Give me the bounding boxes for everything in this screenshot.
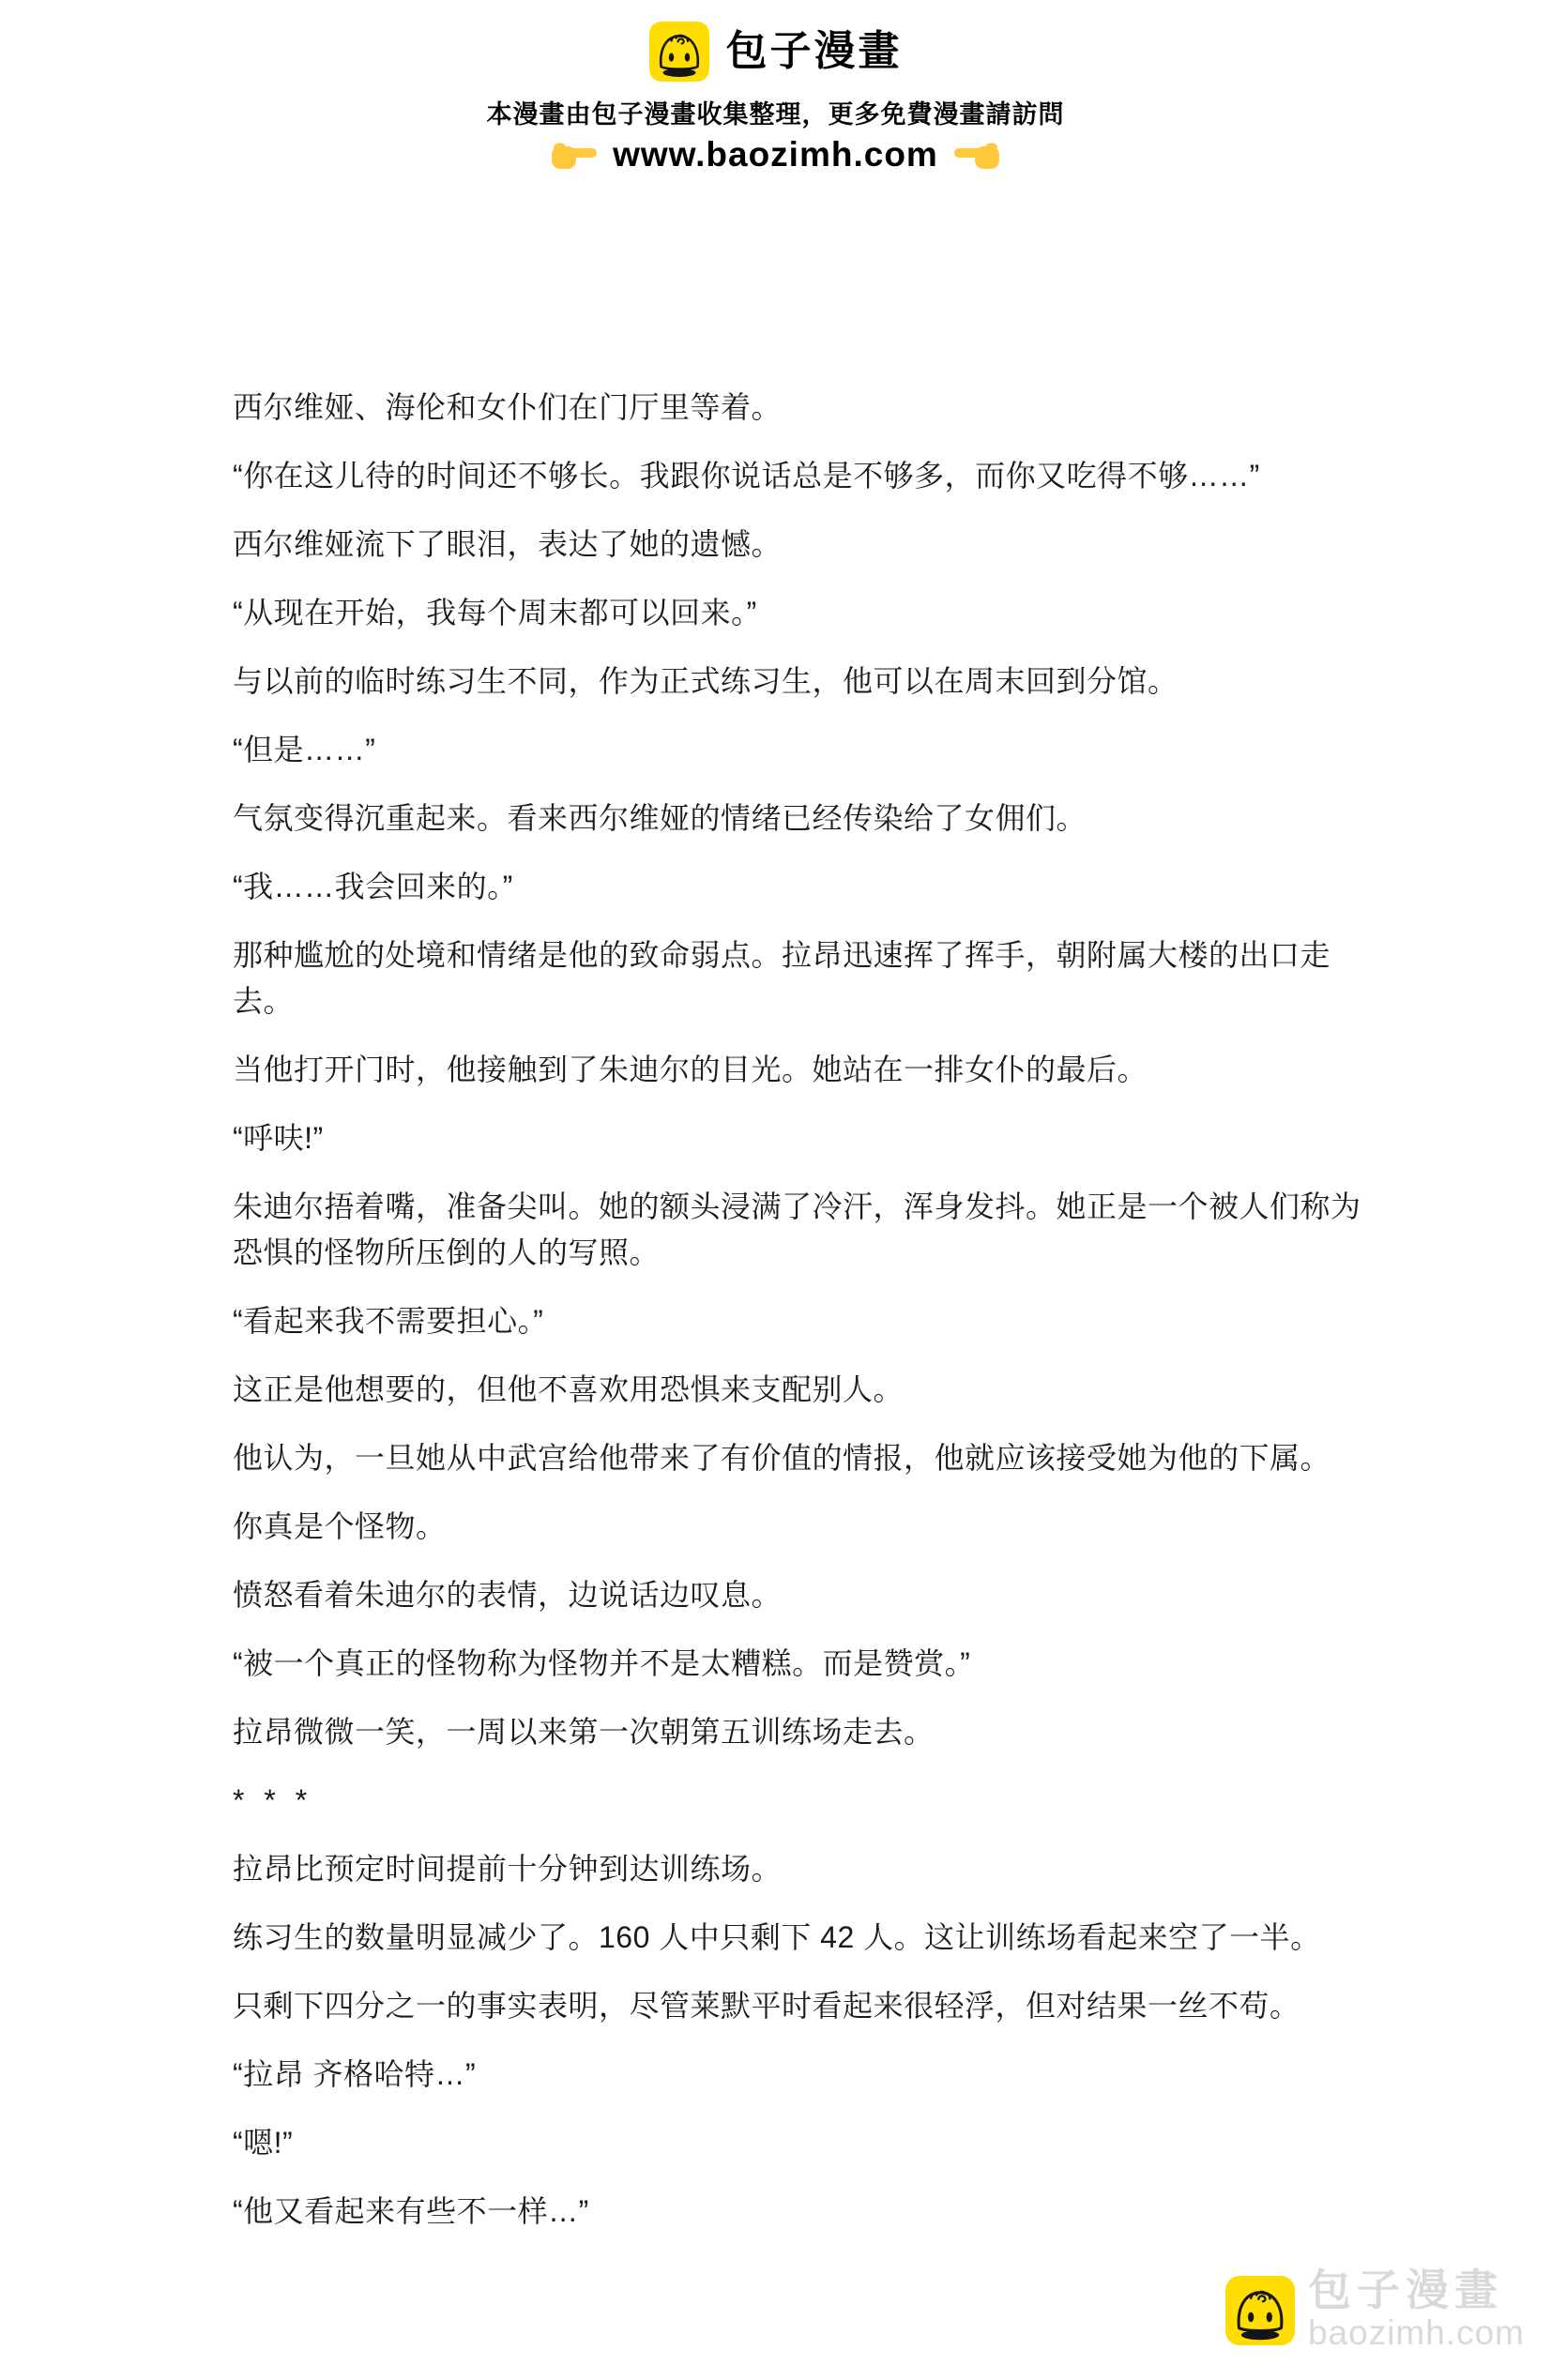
paragraph: 当他打开门时，他接触到了朱迪尔的目光。她站在一排女仆的最后。	[233, 1053, 1148, 1086]
paragraph: “他又看起来有些不一样…”	[233, 2194, 589, 2228]
paragraph: 那种尴尬的处境和情绪是他的致命弱点。拉昂迅速挥了挥手，朝附属大楼的出口走去。	[233, 938, 1331, 1018]
watermark-logo-title: 包子漫畫	[1307, 2266, 1503, 2315]
site-url[interactable]: www.baozimh.com	[613, 135, 938, 174]
paragraph: “嗯!”	[233, 2126, 294, 2160]
paragraph: “呼呋!”	[233, 1121, 324, 1155]
paragraph: “被一个真正的怪物称为怪物并不是太糟糕。而是赞赏。”	[233, 1646, 971, 1680]
watermark-text	[1308, 2268, 1525, 2352]
paragraph: “但是……”	[233, 733, 376, 766]
baozi-bun-icon	[1225, 2276, 1295, 2345]
paragraph: “我……我会回来的。”	[233, 870, 513, 903]
site-logo-title: 包子漫畫	[725, 28, 903, 74]
watermark-domain: baozimh.com	[1307, 2313, 1525, 2353]
paragraph: 西尔维娅、海伦和女仆们在门厅里等着。	[233, 390, 783, 424]
pointing-left-hand-icon	[953, 140, 1000, 172]
section-separator: * * *	[233, 1783, 313, 1817]
site-logo	[649, 21, 903, 83]
paragraph: 拉昂微微一笑，一周以来第一次朝第五训练场走去。	[233, 1715, 935, 1749]
paragraph: 愤怒看着朱迪尔的表情，边说话边叹息。	[233, 1578, 783, 1612]
footer-watermark	[1225, 2268, 1525, 2352]
header-subtitle: 本漫畫由包子漫畫收集整理，更多免費漫畫請訪問	[486, 100, 1065, 129]
paragraph: 只剩下四分之一的事实表明，尽管莱默平时看起来很轻浮，但对结果一丝不苟。	[233, 1989, 1300, 2023]
paragraph: 拉昂比预定时间提前十分钟到达训练场。	[233, 1852, 783, 1886]
paragraph: 练习生的数量明显减少了。160 人中只剩下 42 人。这让训练场看起来空了一半。	[233, 1920, 1321, 1954]
paragraph: “拉昂 齐格哈特…”	[233, 2057, 477, 2091]
paragraph: 西尔维娅流下了眼泪，表达了她的遗憾。	[233, 527, 783, 561]
baozi-bun-icon	[649, 22, 709, 82]
paragraph: 气氛变得沉重起来。看来西尔维娅的情绪已经传染给了女佣们。	[233, 801, 1087, 835]
paragraph: 这正是他想要的，但他不喜欢用恐惧来支配别人。	[233, 1372, 905, 1406]
paragraph: 他认为，一旦她从中武宫给他带来了有价值的情报，他就应该接受她为他的下属。	[233, 1441, 1331, 1475]
site-url-row	[551, 136, 1000, 174]
pointing-right-hand-icon	[551, 140, 598, 172]
novel-text	[233, 385, 1377, 2257]
paragraph: “看起来我不需要担心。”	[233, 1304, 544, 1338]
paragraph: “你在这儿待的时间还不够长。我跟你说话总是不够多，而你又吃得不够……”	[233, 459, 1260, 493]
paragraph: 朱迪尔捂着嘴，准备尖叫。她的额头浸满了冷汗，浑身发抖。她正是一个被人们称为恐惧的怪物所压倒的人的写照。	[233, 1190, 1361, 1269]
paragraph: “从现在开始，我每个周末都可以回来。”	[233, 596, 757, 629]
site-header	[0, 21, 1551, 174]
paragraph: 你真是个怪物。	[233, 1509, 447, 1543]
paragraph: 与以前的临时练习生不同，作为正式练习生，他可以在周末回到分馆。	[233, 664, 1178, 698]
